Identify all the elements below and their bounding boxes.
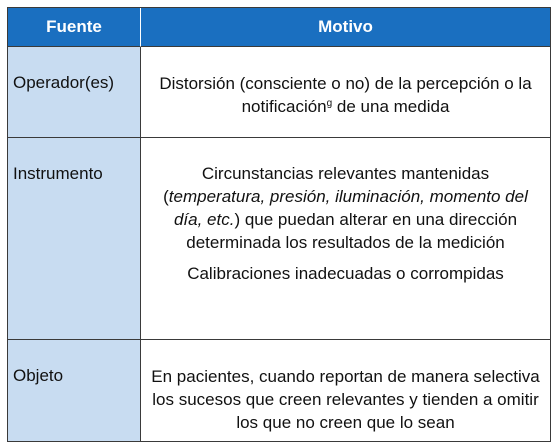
header-fuente: Fuente — [8, 8, 141, 47]
reason-paragraph-2: Calibraciones inadecuadas o corrompidas — [187, 264, 504, 283]
reason-paragraph-1 — [155, 162, 536, 254]
reason-text-end: de una medida — [332, 97, 450, 116]
bias-sources-table — [7, 7, 551, 442]
header-motivo: Motivo — [141, 8, 550, 47]
source-cell-objeto: Objeto — [8, 340, 141, 441]
reason-cell-instrumento — [141, 138, 550, 340]
reason-intro: Circunstancias relevantes mantenidas ( — [163, 164, 490, 206]
reason-cell-operador — [141, 47, 550, 138]
reason-text: Distorsión (consciente o no) de la percepción o la notificación — [159, 74, 532, 116]
reason-italic: temperatura, presión, iluminación, momento del día, etc. — [168, 187, 528, 229]
source-cell-operador: Operador(es) — [8, 47, 141, 138]
footnote-marker: g — [326, 98, 333, 109]
source-cell-instrumento: Instrumento — [8, 138, 141, 340]
reason-cell-objeto: En pacientes, cuando reportan de manera selectiva los sucesos que creen relevantes y tienden a omitir los que no creen que lo sean — [141, 340, 550, 441]
reason-rest: ) que puedan alterar en una dirección determinada los resultados de la medición — [186, 210, 518, 252]
